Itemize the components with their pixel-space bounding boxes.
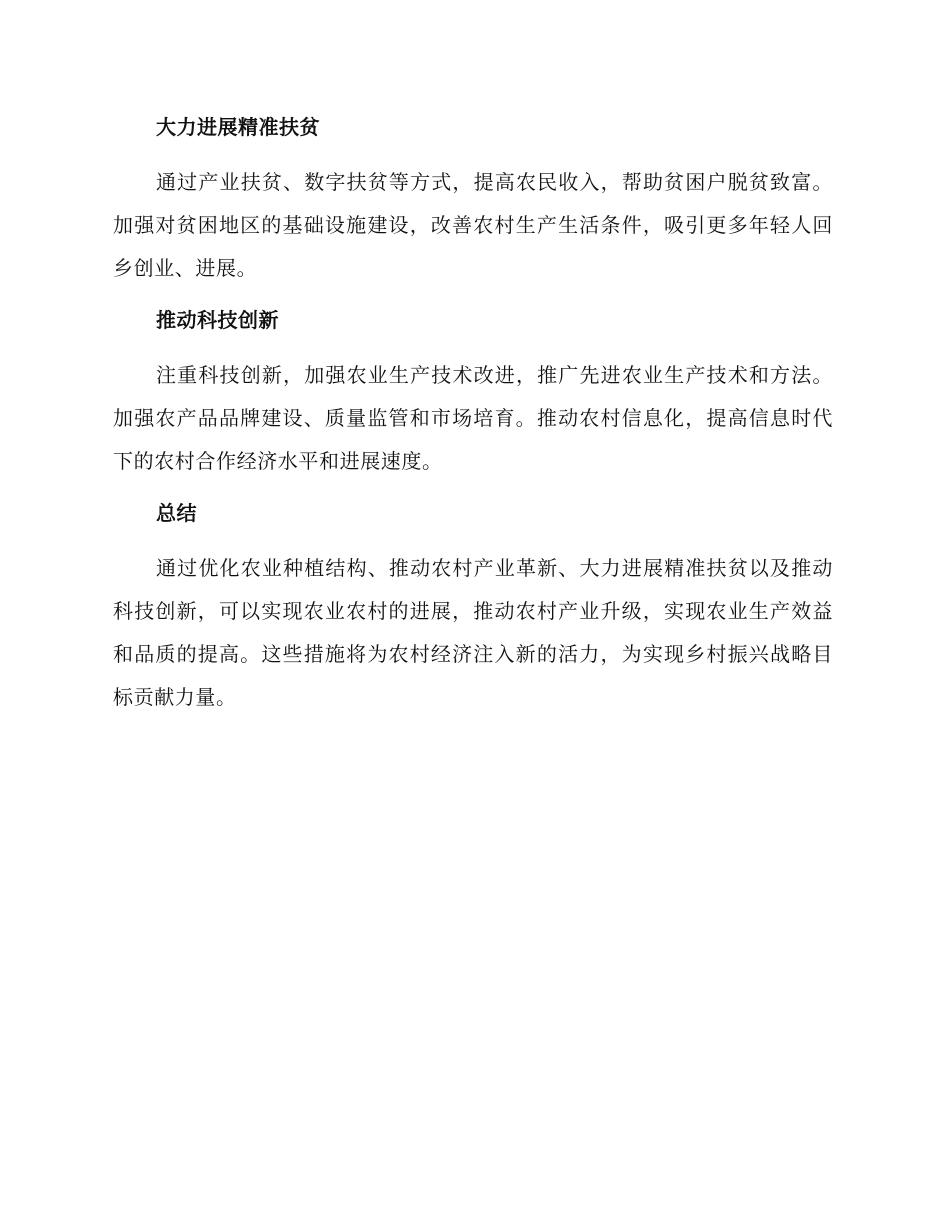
section-heading: 推动科技创新 [156, 308, 279, 332]
section-paragraph: 通过产业扶贫、数字扶贫等方式，提高农民收入，帮助贫困户脱贫致富。加强对贫困地区的基础设施建设，改善农村生产生活条件，吸引更多年轻人回乡创业、进展。 [113, 170, 833, 280]
section-heading: 总结 [156, 501, 197, 525]
section-paragraph: 通过优化农业种植结构、推动农村产业革新、大力进展精准扶贫以及推动科技创新，可以实现农业农村的进展，推动农村产业升级，实现农业生产效益和品质的提高。这些措施将为农村经济注入新的活力，为实现乡村振兴战略目标贡献力量。 [113, 556, 833, 709]
document-body [113, 111, 833, 733]
section-heading: 大力进展精准扶贫 [156, 115, 320, 139]
section-summary [113, 497, 833, 719]
section-paragraph: 注重科技创新，加强农业生产技术改进，推广先进农业生产技术和方法。加强农产品品牌建设、质量监管和市场培育。推动农村信息化，提高信息时代下的农村合作经济水平和进展速度。 [113, 363, 833, 473]
section-tech-innovation [113, 304, 833, 483]
section-poverty-alleviation [113, 111, 833, 290]
